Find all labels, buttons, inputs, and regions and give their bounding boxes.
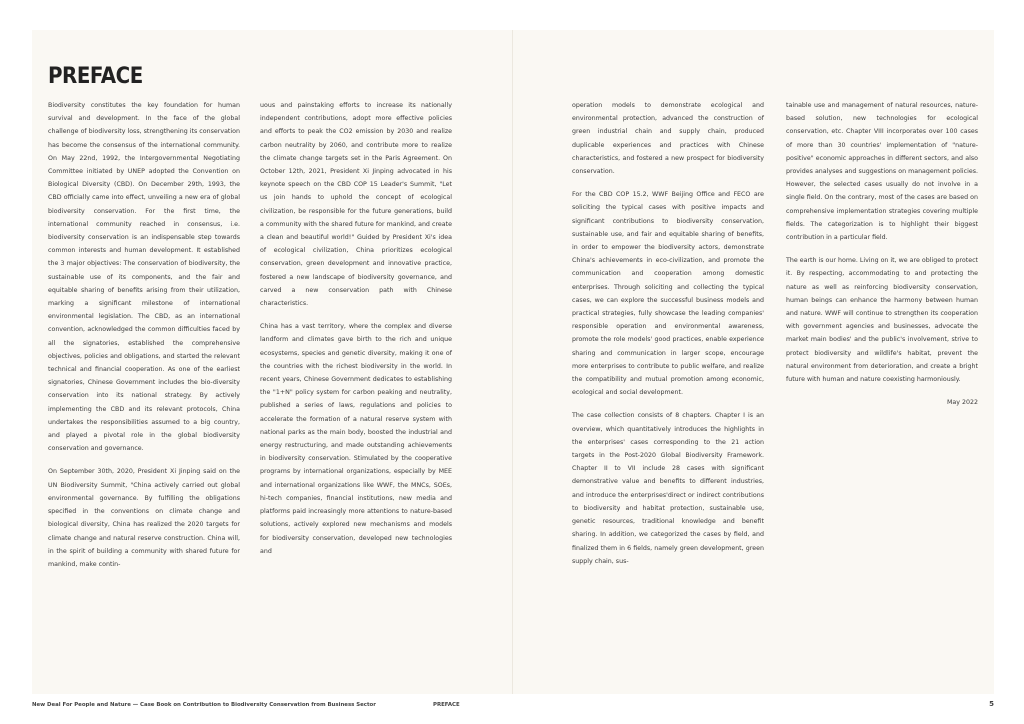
document-spread — [32, 30, 994, 694]
paragraph: For the CBD COP 15.2, WWF Beijing Office and FECO are soliciting the typical cases with positive impacts and significant contributions to biodiversity conservation, sustainable use, and fair and equitable sharing of benefits, in order to empower the biodiversity actors, demonstrate China's achievements in eco-civilization, and promote the communication and cooperation among domestic enterprises. Through soliciting and collecting the typical cases, we can explore the successful business models and practical strategies, fully showcase the leading companies' responsible operation and environmental awareness, promote the role models' good practices, enable experience sharing and communication in larger scope, encourage more enterprises to contribute to public welfare, and realize the compatibility and mutual promotion among economic, ecological and social development. — [572, 191, 764, 397]
page-title: PREFACE — [48, 64, 143, 89]
page-footer — [32, 700, 994, 712]
text-column-4 — [786, 99, 978, 409]
page-number: 5 — [989, 700, 994, 708]
footer-section-name: PREFACE — [433, 702, 460, 708]
page-gutter — [512, 30, 513, 694]
paragraph: tainable use and management of natural resources, nature-based solution, new technologies for ecological conservation, etc. Chapter VIII incorporates over 100 cases of more than 30 countries' implementation of "nature-positive" economic approaches in different sectors, and also provides analyses and suggestions on management policies. However, the selected cases usually do not involve in a single field. On the contrary, most of the cases are based on comprehensive implementation strategies covering multiple fields. The categorization is to highlight their biggest contribution in a particular field. — [786, 102, 978, 242]
paragraph: operation models to demonstrate ecological and environmental protection, advanced the construction of green industrial chain and supply chain, produced duplicable experiences and practices with Chinese characteristics, and fostered a new prospect for biodiversity conservation. — [572, 102, 764, 176]
footer-book-title: New Deal For People and Nature — Case Book on Contribution to Biodiversity Conservation from Business Sector — [32, 702, 376, 708]
text-column-3 — [572, 99, 764, 578]
paragraph: uous and painstaking efforts to increase its nationally independent contributions, adopt more effective policies and efforts to peak the CO2 emission by 2030 and realize carbon neutrality by 2060, and contribute more to realize the climate change targets set in the Paris Agreement. On October 12th, 2021, President Xi Jinping advocated in his keynote speech on the CBD COP 15 Leader's Summit, "Let us join hands to uphold the concept of ecological civilization, be responsible for the future generations, build a community with the shared future for mankind, and create a clean and beautiful world!" Guided by President Xi's idea of ecological civilization, China prioritizes ecological conservation, green development and innovative practice, fostered a new landscape of biodiversity governance, and carved a new conservation path with Chinese characteristics. — [260, 102, 452, 308]
paragraph: Biodiversity constitutes the key foundation for human survival and development. In the face of the global challenge of biodiversity loss, strengthening its conservation has become the consensus of the international community. On May 22nd, 1992, the Intergovernmental Negotiating Committee initiated by UNEP adopted the Convention on Biological Diversity (CBD). On December 29th, 1993, the CBD officially came into effect, unveiling a new era of global biodiversity conservation. For the first time, the international community reached in consensus, i.e. biodiversity conservation is an indispensable step towards common interests and human development. It established the 3 major objectives: The conservation of biodiversity, the sustainable use of its components, and the fair and equitable sharing of benefits arising from their utilization, marking a significant milestone of international environmental legislation. The CBD, as an international convention, acknowledged the common difficulties faced by all the signatories, established the comprehensive objectives, policies and obligations, and started the relevant technical and financial cooperation. As one of the earliest signatories, Chinese Government includes the bio-diversity conservation into its national strategy. By actively implementing the CBD and its relevant protocols, China undertakes the responsibilities assumed to a big country, and played a pivotal role in the global biodiversity conservation and governance. — [48, 102, 240, 453]
paragraph: On September 30th, 2020, President Xi Jinping said on the UN Biodiversity Summit, "China actively carried out global environmental governance. By fulfilling the obligations specified in the conventions on climate change and biological diversity, China has realized the 2020 targets for climate change and natural reserve construction. China will, in the spirit of building a community with shared future for mankind, make contin- — [48, 468, 240, 568]
paragraph: The case collection consists of 8 chapters. Chapter I is an overview, which quantitatively introduces the highlights in the enterprises' cases corresponding to the 21 action targets in the Post-2020 Global Biodiversity Framework. Chapter II to VII include 28 cases with significant demonstrative value and benefits to different industries, and introduce the enterprises'direct or indirect contributions to biodiversity and habitat protection, sustainable use, genetic resources, traditional knowledge and benefit sharing. In addition, we categorized the cases by field, and finalized them in 6 fields, namely green development, green supply chain, sus- — [572, 412, 764, 565]
paragraph: China has a vast territory, where the complex and diverse landform and climates gave birth to the rich and unique ecosystems, species and genetic diversity, making it one of the countries with the richest biodiversity in the world. In recent years, Chinese Government dedicates to establishing the "1+N" policy system for carbon peaking and neutrality, published a series of laws, regulations and policies to accelerate the formation of a natural reserve system with national parks as the main body, boosted the industrial and energy restructuring, and made outstanding achievements in biodiversity conservation. Stimulated by the cooperative programs by international organizations, especially by MEE and international organizations like WWF, the MNCs, SOEs, hi-tech companies, financial institutions, new media and platforms paid increasingly more attentions to nature-based solutions, actively explored new mechanisms and models for biodiversity conservation, developed new technologies and — [260, 323, 452, 555]
paragraph: The earth is our home. Living on it, we are obliged to protect it. By respecting, accommodating to and protecting the nature as well as reinforcing biodiversity conservation, human beings can enhance the harmony between human and nature. WWF will continue to strengthen its cooperation with government agencies and businesses, advocate the market main bodies' and the public's involvement, strive to protect biodiversity and wildlife's habitat, prevent the natural environment from deterioration, and create a bright future with human and nature coexisting harmoniously. — [786, 257, 978, 384]
text-column-2 — [260, 99, 452, 568]
date-line: May 2022 — [946, 399, 978, 407]
text-column-1 — [48, 99, 240, 581]
